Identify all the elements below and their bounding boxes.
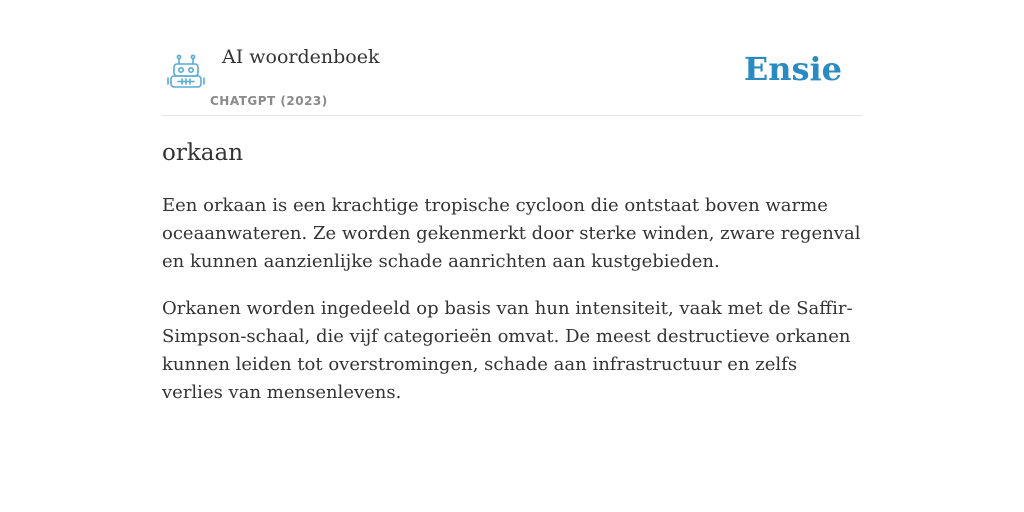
dictionary-title[interactable]: AI woordenboek	[222, 46, 380, 68]
entry-definition	[162, 192, 862, 426]
page-container	[162, 0, 862, 403]
definition-paragraph: Orkanen worden ingedeeld op basis van hun intensiteit, vaak met de Saffir-Simpson-schaal, die vijf categorieën omvat. De meest destructieve orkanen kunnen leiden tot overstromingen, schade aan infrastructuur en zelfs verlies van mensenlevens.	[162, 298, 853, 403]
robot-icon	[166, 53, 206, 89]
ensie-logo[interactable]: Ensie	[743, 50, 842, 88]
entry-term: orkaan	[162, 140, 244, 166]
dictionary-source: CHATGPT (2023)	[210, 94, 328, 108]
header	[162, 0, 862, 116]
definition-paragraph: Een orkaan is een krachtige tropische cycloon die ontstaat boven warme oceaanwateren. Ze worden gekenmerkt door sterke winden, zware regenval en kunnen aanzienlijke schade aanrichten aan kustgebieden.	[162, 195, 861, 272]
